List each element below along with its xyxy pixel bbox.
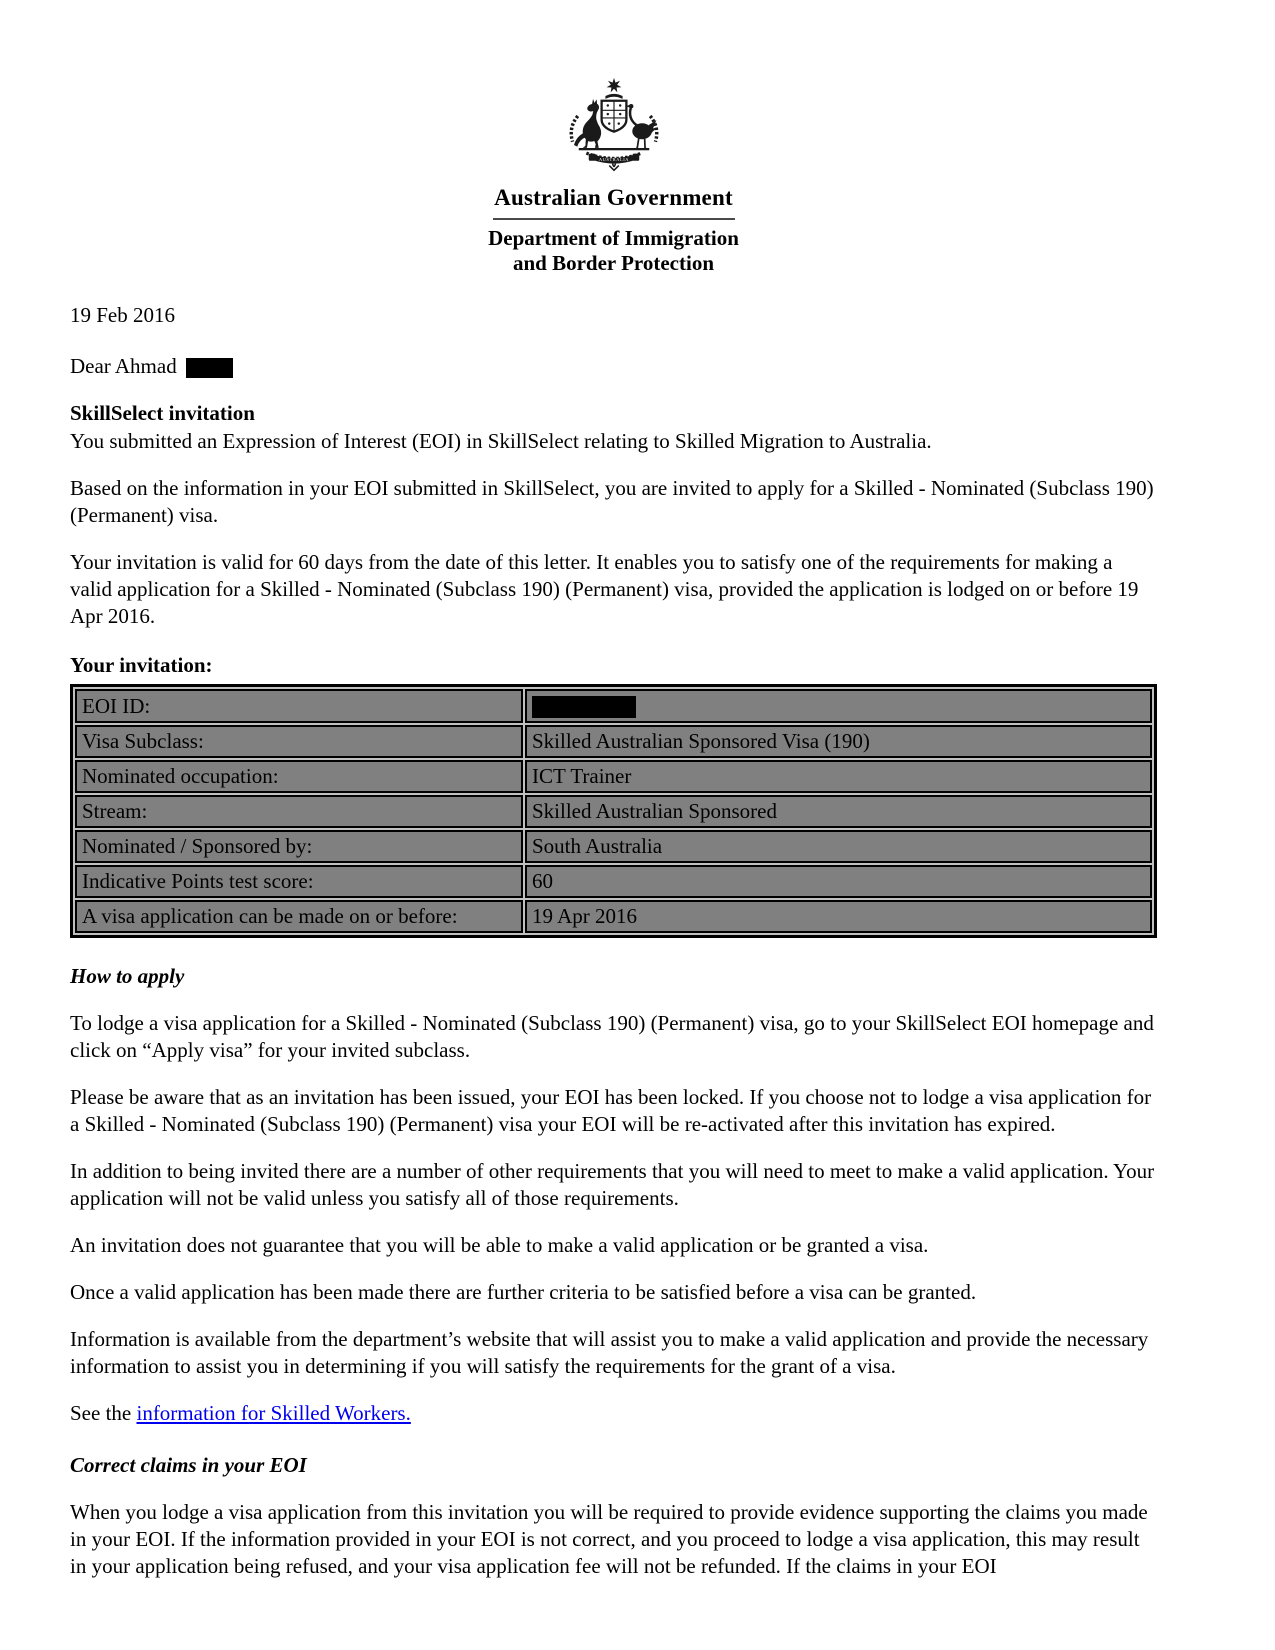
government-title: Australian Government [494, 185, 733, 210]
paragraph-other-requirements: In addition to being invited there are a number of other requirements that you will need to meet to make a valid application. Your application will not be valid unless you satisfy all of those requirements. [70, 1159, 1155, 1211]
salutation-text: Dear Ahmad [70, 354, 177, 378]
heading-your-invitation: Your invitation: [70, 653, 213, 677]
paragraph-evidence-claims: When you lodge a visa application from this invitation you will be required to provide evidence supporting the claims you made in your EOI. If the information provided in your EOI is not correct, and you proceed to lodge a visa application, this may result in your application being refused, and your visa application fee will not be refunded. If the claims in your EOI [70, 1500, 1148, 1579]
table-row-nominated-by [75, 830, 1152, 863]
field-value: 60 [525, 865, 1152, 898]
field-value: Skilled Australian Sponsored Visa (190) [525, 725, 1152, 758]
paragraph-eoi-locked: Please be aware that as an invitation has been issued, your EOI has been locked. If you choose not to lodge a visa application for a Skilled - Nominated (Subclass 190) (Permanent) visa your EOI will be re-activated after this invitation has expired. [70, 1085, 1152, 1137]
field-value [525, 689, 1152, 723]
redacted-surname [186, 358, 233, 378]
heading-correct-claims: Correct claims in your EOI [70, 1453, 307, 1478]
table-row-points-score [75, 865, 1152, 898]
paragraph-invited-to-apply: Based on the information in your EOI submitted in SkillSelect, you are invited to apply for a Skilled - Nominated (Subclass 190) (Permanent) visa. [70, 476, 1154, 527]
field-label: Stream: [75, 795, 523, 828]
table-row-eoi-id [75, 689, 1152, 723]
heading-how-to-apply: How to apply [70, 964, 185, 989]
paragraph-eoi-submitted: You submitted an Expression of Interest (EOI) in SkillSelect relating to Skilled Migration to Australia. [70, 429, 932, 453]
field-value: Skilled Australian Sponsored [525, 795, 1152, 828]
paragraph-no-guarantee: An invitation does not guarantee that you will be able to make a valid application or be granted a visa. [70, 1233, 929, 1258]
letter-date: 19 Feb 2016 [70, 303, 175, 327]
heading-skillselect-invitation: SkillSelect invitation [70, 401, 255, 425]
field-label: Nominated / Sponsored by: [75, 830, 523, 863]
table-row-nominated-occupation [75, 760, 1152, 793]
crest-scroll-text: AUSTRALIA [598, 156, 629, 162]
paragraph-lodge-application: To lodge a visa application for a Skilled - Nominated (Subclass 190) (Permanent) visa, go to your SkillSelect EOI homepage and click on “Apply visa” for your invited subclass. [70, 1011, 1154, 1063]
paragraph-further-criteria: Once a valid application has been made there are further criteria to be satisfied before a visa can be granted. [70, 1280, 977, 1305]
paragraph-department-website: Information is available from the department’s website that will assist you to make a valid application and provide the necessary information to assist you in determining if you will satisfy the requirements for the grant of a visa. [70, 1327, 1149, 1379]
department-line2: and Border Protection [512, 251, 715, 275]
department-line1: Department of Immigration [488, 226, 739, 250]
field-value: 19 Apr 2016 [525, 900, 1152, 933]
see-information-line [70, 1400, 1157, 1427]
field-value: ICT Trainer [525, 760, 1152, 793]
field-label: A visa application can be made on or before: [75, 900, 523, 933]
salutation-line [70, 353, 1157, 380]
letterhead [70, 76, 1157, 276]
table-row-apply-before [75, 900, 1152, 933]
skilled-workers-link[interactable]: information for Skilled Workers. [136, 1401, 411, 1426]
field-value: South Australia [525, 830, 1152, 863]
field-label: EOI ID: [75, 689, 523, 723]
paragraph-invitation-validity: Your invitation is valid for 60 days from the date of this letter. It enables you to satisfy one of the requirements for making a valid application for a Skilled - Nominated (Subclass 190) (Permanent) visa, provided the application is lodged on or before 19 Apr 2016. [70, 550, 1139, 628]
redacted-eoi-id [532, 696, 636, 718]
australian-coat-of-arms-icon [552, 76, 676, 176]
field-label: Indicative Points test score: [75, 865, 523, 898]
letterhead-divider [493, 218, 735, 220]
invitation-details-table [70, 684, 1157, 938]
field-label: Nominated occupation: [75, 760, 523, 793]
table-row-visa-subclass [75, 725, 1152, 758]
table-row-stream [75, 795, 1152, 828]
field-label: Visa Subclass: [75, 725, 523, 758]
department-title [70, 226, 1157, 276]
see-the-text: See the [70, 1401, 137, 1426]
